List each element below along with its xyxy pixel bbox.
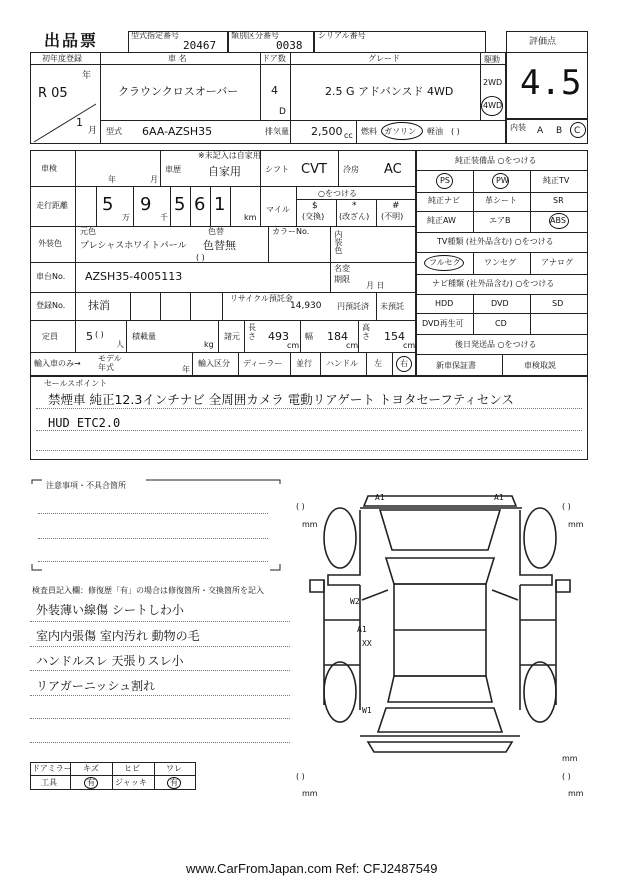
shift-value: CVT bbox=[301, 162, 327, 177]
inspection-year: 年 bbox=[108, 175, 116, 184]
light-oil-paren: ( ) bbox=[451, 127, 460, 136]
miles-label: マイル bbox=[266, 205, 290, 214]
doors-label: ドア数 bbox=[262, 54, 286, 63]
mark-roof-xx: XX bbox=[362, 639, 372, 648]
sales-points-label: セールスポイント bbox=[44, 379, 108, 388]
mileage-label: 走行距離 bbox=[36, 201, 68, 210]
equip-pw: PW bbox=[496, 176, 509, 185]
name-change-label2: 期限 bbox=[334, 275, 350, 284]
steering-left: 左 bbox=[374, 359, 382, 368]
miles-star: * bbox=[352, 201, 357, 211]
jack-present-circle bbox=[167, 777, 181, 789]
first-reg-slash bbox=[30, 64, 100, 144]
mileage-sen: 千 bbox=[160, 213, 168, 222]
interior-c: C bbox=[574, 126, 581, 136]
mm-rl: mm bbox=[302, 789, 318, 798]
equip-airbag: エアB bbox=[489, 216, 511, 225]
ac-value: AC bbox=[384, 162, 402, 177]
chassis-value: AZSH35-4005113 bbox=[85, 270, 183, 283]
break-label: ワレ bbox=[166, 764, 182, 773]
tools-present: 有 bbox=[87, 778, 95, 787]
model-designation-label: 型式指定番号 bbox=[131, 31, 179, 40]
name-change-date: 月 日 bbox=[366, 281, 385, 290]
equip-abs: ABS bbox=[550, 216, 566, 225]
model-year-unit: 年 bbox=[182, 365, 190, 374]
navi-sd: SD bbox=[552, 299, 564, 308]
miles-dollar: $ bbox=[312, 201, 318, 211]
height-value: 154 bbox=[384, 330, 405, 343]
score-label: 評価点 bbox=[529, 37, 557, 47]
docs-title: 後日発送品 ○をつける bbox=[455, 340, 537, 349]
length-unit: cm bbox=[287, 341, 300, 350]
door-type: D bbox=[279, 107, 286, 117]
width-value: 184 bbox=[327, 330, 348, 343]
grade-label: グレード bbox=[368, 54, 400, 63]
tv-oneseg: ワンセグ bbox=[484, 258, 516, 267]
capacity-value: 5 bbox=[86, 330, 93, 343]
notes-title: 注意事項・不具合箇所 bbox=[46, 481, 126, 490]
steering-label: ハンドル bbox=[326, 359, 358, 368]
equipment-title: 純正装備品 ○をつける bbox=[455, 156, 537, 165]
note-line-3: ハンドルスレ 天張りスレ小 bbox=[36, 654, 184, 668]
first-reg-label: 初年度登録 bbox=[42, 54, 82, 63]
mark-side-w1: W1 bbox=[362, 706, 372, 715]
equip-aw: 純正AW bbox=[427, 216, 456, 225]
jack-label: ジャッキ bbox=[115, 778, 147, 787]
model-designation-value: 20467 bbox=[183, 39, 217, 52]
mm-paren-rr: ( ) bbox=[562, 772, 571, 781]
mm-paren-rl: ( ) bbox=[296, 772, 305, 781]
miles-star-meaning: (改ざん) bbox=[339, 212, 370, 221]
color-no-label: カラーNo. bbox=[272, 227, 310, 236]
color-change-label: 色替 bbox=[208, 227, 224, 236]
height-unit: cm bbox=[403, 341, 416, 350]
inspector-title: 検査員記入欄：修復歴「有」の場合は修復箇所・交換箇所を記入 bbox=[32, 586, 264, 595]
class-label: 類別区分番号 bbox=[231, 31, 279, 40]
navi-cd: CD bbox=[495, 319, 507, 328]
model-type-label: 型式 bbox=[106, 127, 122, 136]
docs-manual: 車検取説 bbox=[524, 361, 556, 370]
recycle-label: リサイクル預託金 bbox=[230, 294, 293, 303]
equip-pw-circle bbox=[492, 173, 509, 189]
displacement-label: 排気量 bbox=[265, 127, 289, 136]
miles-dollar-meaning: (交換) bbox=[302, 212, 325, 221]
mm-paren-fl: ( ) bbox=[296, 502, 305, 511]
exterior-color: プレシャスホワイトパール bbox=[80, 241, 187, 251]
jack-present: 有 bbox=[170, 778, 178, 787]
interior-c-circle bbox=[570, 122, 586, 138]
tv-fullseg-circle bbox=[424, 255, 464, 271]
name-change-label: 名変 bbox=[334, 264, 350, 273]
shift-label: シフト bbox=[265, 165, 289, 174]
car-name-label: 車 名 bbox=[168, 54, 187, 63]
navi-hdd: HDD bbox=[435, 299, 454, 308]
equip-leather: 革シート bbox=[485, 196, 517, 205]
score-value: 4.5 bbox=[520, 63, 582, 103]
drive-4wd: 4WD bbox=[483, 101, 503, 110]
mm-spare: mm bbox=[562, 754, 578, 763]
crack-label: ヒビ bbox=[124, 764, 140, 773]
tv-analog: アナログ bbox=[541, 258, 573, 267]
note-line-1: 外装薄い線傷 シートしわ小 bbox=[36, 603, 184, 617]
inspection-label: 車検 bbox=[41, 164, 57, 173]
mm-fl: mm bbox=[302, 520, 318, 529]
interior-color-label: 内装色 bbox=[334, 230, 343, 254]
height-label: 高さ bbox=[362, 323, 370, 341]
mm-rr: mm bbox=[568, 789, 584, 798]
mirror-label: ドアミラー bbox=[32, 764, 72, 773]
exterior-label: 外装色 bbox=[38, 239, 62, 248]
first-reg-month: 1 bbox=[76, 116, 83, 129]
mark-front-left: A1 bbox=[375, 493, 385, 502]
mm-paren-fr: ( ) bbox=[562, 502, 571, 511]
color-change-value: 色替無 bbox=[203, 239, 236, 252]
drive-label: 駆動 bbox=[484, 55, 500, 64]
mileage-digit-2: 9 bbox=[140, 194, 152, 215]
mileage-unit: km bbox=[244, 213, 257, 222]
navi-dvd: DVD bbox=[491, 299, 509, 308]
registration-value: 抹消 bbox=[88, 299, 110, 312]
length-label: 長さ bbox=[248, 323, 256, 341]
load-unit: kg bbox=[204, 340, 214, 349]
tv-title: TV種類 (社外品含む) ○をつける bbox=[437, 237, 554, 246]
equip-navi: 純正ナビ bbox=[428, 196, 460, 205]
drive-2wd: 2WD bbox=[483, 78, 503, 87]
load-label: 積載量 bbox=[132, 332, 156, 341]
note-line-4: リアガーニッシュ割れ bbox=[36, 679, 156, 693]
ac-label: 冷房 bbox=[343, 165, 359, 174]
equip-abs-circle bbox=[549, 213, 569, 229]
displacement-unit: cc bbox=[344, 131, 353, 140]
miles-circle-note: ○をつける bbox=[318, 189, 357, 198]
miles-hash: # bbox=[392, 201, 400, 211]
mileage-man: 万 bbox=[122, 213, 130, 222]
import-class-label: 輸入区分 bbox=[198, 359, 230, 368]
mileage-digit-1: 5 bbox=[102, 194, 114, 215]
equip-sr: SR bbox=[553, 196, 564, 205]
sheet-title: 出品票 bbox=[44, 31, 99, 50]
grade-value: 2.5 G アドバンスド 4WD bbox=[325, 85, 454, 98]
original-color-label: 元色 bbox=[80, 227, 96, 236]
capacity-label: 定員 bbox=[42, 332, 58, 341]
navi-title: ナビ種類 (社外品含む) ○をつける bbox=[432, 279, 555, 288]
import-parallel: 並行 bbox=[296, 359, 312, 368]
model-year-label: モデル年式 bbox=[98, 354, 122, 372]
model-type-value: 6AA-AZSH35 bbox=[142, 125, 213, 138]
dimensions-label: 諸元 bbox=[224, 332, 240, 341]
import-dealer: ディーラー bbox=[243, 359, 283, 368]
mark-side-w2: W2 bbox=[350, 597, 360, 606]
inspection-month: 月 bbox=[150, 175, 158, 184]
import-label: 輸入車のみ→ bbox=[34, 359, 81, 368]
fuel-circle bbox=[381, 122, 423, 140]
note-line-2: 室内内張傷 室内汚れ 動物の毛 bbox=[36, 629, 200, 643]
car-damage-diagram bbox=[290, 480, 590, 810]
sales-points-line1: 禁煙車 純正12.3インチナビ 全周囲カメラ 電動リアゲート トヨタセーフティセンス bbox=[48, 392, 514, 407]
equip-tv: 純正TV bbox=[543, 176, 570, 185]
vehicle-class-label: 車歴 bbox=[165, 165, 181, 174]
doors-value: 4 bbox=[271, 84, 278, 97]
light-oil-label: 軽油 bbox=[427, 127, 443, 136]
steering-right-circle bbox=[396, 356, 412, 372]
drive-4wd-circle bbox=[481, 96, 503, 116]
tools-present-circle bbox=[84, 777, 98, 789]
serial-label: シリアル番号 bbox=[318, 31, 366, 40]
color-change-paren: ( ) bbox=[196, 253, 205, 262]
vehicle-class-value: 自家用 bbox=[208, 165, 241, 178]
width-unit: cm bbox=[346, 341, 359, 350]
mileage-digit-3: 5 bbox=[174, 194, 186, 215]
recycle-unpaid: 未預託 bbox=[380, 302, 404, 311]
interior-label: 内装 bbox=[510, 123, 526, 132]
fuel-label: 燃料 bbox=[361, 127, 377, 136]
tv-fullseg: フルセグ bbox=[429, 258, 461, 267]
interior-b: B bbox=[556, 126, 563, 136]
registration-label: 登録No. bbox=[36, 301, 66, 310]
mark-roof-a1: A1 bbox=[357, 625, 367, 634]
fuel-value: ガソリン bbox=[384, 127, 416, 136]
width-label: 幅 bbox=[305, 332, 313, 341]
recycle-unit: 円預託済 bbox=[337, 302, 369, 311]
equip-ps: PS bbox=[440, 176, 450, 185]
tools-label: 工具 bbox=[41, 778, 57, 787]
steering-right: 右 bbox=[400, 359, 408, 368]
vehicle-class-note: ※未記入は自家用 bbox=[198, 151, 261, 160]
month-label: 月 bbox=[88, 126, 98, 136]
chassis-label: 車台No. bbox=[36, 272, 66, 281]
car-name: クラウンクロスオーバー bbox=[118, 85, 239, 98]
footer-ref[interactable]: www.CarFromJapan.com Ref: CFJ2487549 bbox=[186, 861, 438, 876]
equip-ps-circle bbox=[436, 173, 453, 189]
mark-front-right: A1 bbox=[494, 493, 504, 502]
mm-fr: mm bbox=[568, 520, 584, 529]
scratch-label: キズ bbox=[83, 764, 99, 773]
year-label: 年 bbox=[82, 71, 92, 81]
class-value: 0038 bbox=[276, 39, 303, 52]
mileage-digit-5: 1 bbox=[214, 194, 226, 215]
miles-hash-meaning: (不明) bbox=[381, 212, 404, 221]
navi-dvd-play: DVD再生可 bbox=[422, 319, 464, 328]
docs-warranty: 新車保証書 bbox=[436, 361, 476, 370]
first-reg-era: R 05 bbox=[38, 86, 68, 101]
length-value: 493 bbox=[268, 330, 289, 343]
mileage-digit-4: 6 bbox=[194, 194, 206, 215]
capacity-unit: 人 bbox=[116, 340, 124, 349]
interior-a: A bbox=[537, 126, 544, 136]
displacement-value: 2,500 bbox=[311, 125, 343, 138]
capacity-paren: ( ) bbox=[95, 330, 104, 339]
sales-points-line2: HUD ETC2.0 bbox=[48, 416, 121, 430]
recycle-value: 14,930 bbox=[290, 301, 322, 311]
